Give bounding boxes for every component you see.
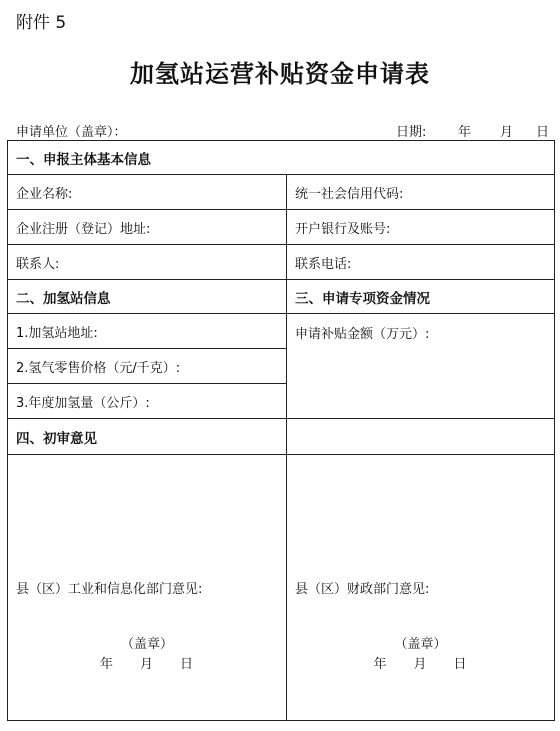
subsidy-amount-field[interactable]: 申请补贴金额（万元）: <box>287 314 555 419</box>
annual-volume-field[interactable]: 3.年度加氢量（公斤）: <box>8 384 287 419</box>
form-row <box>8 210 555 245</box>
section2-3-header-row <box>8 280 555 314</box>
finance-date-day: 日 <box>453 657 468 672</box>
finance-date-month: 月 <box>413 657 428 672</box>
finance-seal-label: （盖章） <box>394 637 447 652</box>
section2-title: 二、加氢站信息 <box>8 280 287 314</box>
bank-account-field[interactable]: 开户银行及账号: <box>287 210 555 245</box>
form-row <box>8 175 555 210</box>
industry-seal-label: （盖章） <box>120 637 173 652</box>
contact-person-field[interactable]: 联系人: <box>8 245 287 280</box>
registered-address-field[interactable]: 企业注册（登记）地址: <box>8 210 287 245</box>
date-year: 年 <box>458 125 472 140</box>
company-name-field[interactable]: 企业名称: <box>8 175 287 210</box>
finance-opinion-label: 县（区）财政部门意见: <box>295 582 430 597</box>
section4-blank-cell <box>287 419 555 455</box>
finance-date-year: 年 <box>373 657 388 672</box>
application-form-table <box>7 140 555 721</box>
industry-opinion-field[interactable] <box>8 455 287 721</box>
date-label: 日期: <box>396 125 427 140</box>
date-month: 月 <box>500 125 514 140</box>
form-row <box>8 314 555 349</box>
form-title: 加氢站运营补贴资金申请表 <box>130 59 430 88</box>
retail-price-field[interactable]: 2.氢气零售价格（元/千克）: <box>8 349 287 384</box>
contact-phone-field[interactable]: 联系电话: <box>287 245 555 280</box>
section1-header-row <box>8 141 555 175</box>
section3-title: 三、申请专项资金情况 <box>287 280 555 314</box>
industry-date-day: 日 <box>180 657 195 672</box>
industry-date-year: 年 <box>99 657 114 672</box>
section4-header-row <box>8 419 555 455</box>
section1-title: 一、申报主体基本信息 <box>8 141 555 175</box>
form-row <box>8 245 555 280</box>
finance-sign-date <box>287 653 554 672</box>
section4-title: 四、初审意见 <box>8 419 287 455</box>
industry-date-month: 月 <box>139 657 154 672</box>
industry-opinion-label: 县（区）工业和信息化部门意见: <box>16 582 203 597</box>
date-day: 日 <box>536 125 550 140</box>
opinion-row <box>8 455 555 721</box>
industry-sign-date <box>8 653 286 672</box>
applicant-field: 申请单位（盖章）： <box>16 125 127 140</box>
attachment-label: 附件 5 <box>16 13 67 33</box>
credit-code-field[interactable]: 统一社会信用代码: <box>287 175 555 210</box>
station-address-field[interactable]: 1.加氢站地址: <box>8 314 287 349</box>
finance-opinion-field[interactable] <box>287 455 555 721</box>
